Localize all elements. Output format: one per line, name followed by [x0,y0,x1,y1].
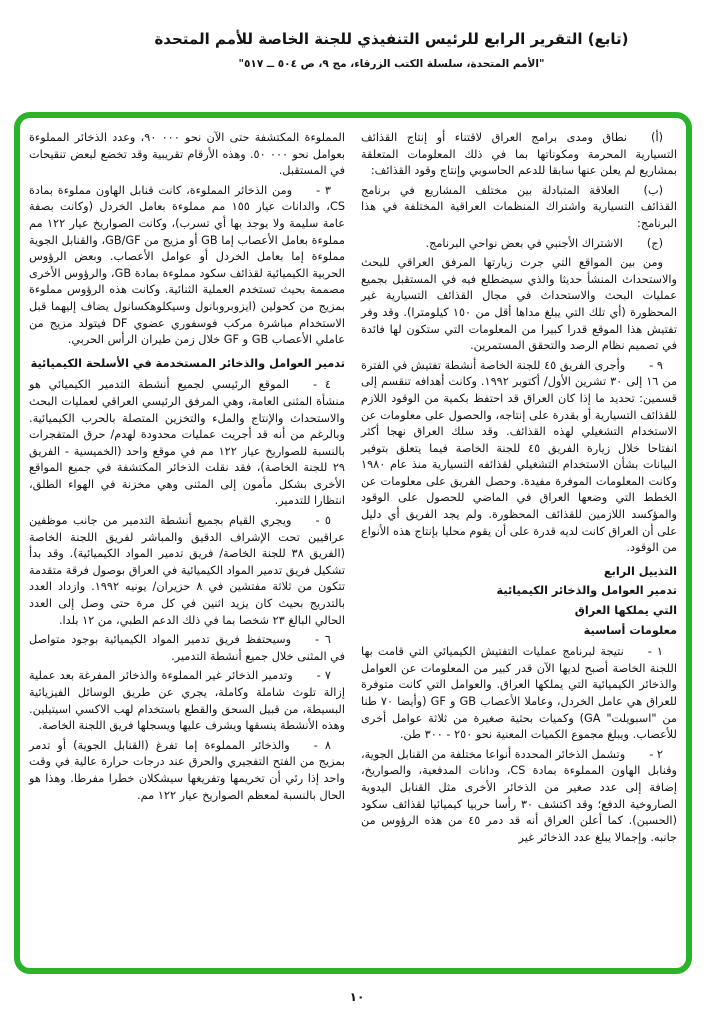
page-subtitle: "الأمم المتحدة، سلسلة الكتب الزرقاء، مج ٩، ص ٥٠٤ ــ ٥١٧" [238,58,545,70]
list-item-a-marker: (أ) [651,131,663,144]
para-7-text: وتدمير الذخائر غير المملوءة والذخائر المفرغة بعد عملية إزالة تلوث شاملة وكاملة، يجري عن طريق الوسائل الفيزيائية البسيطة، من قبيل السحق والقطع باستخدام لهب الاكسي اسيتيلين. وهذه الأنشطة ينسقها ويشرف عليها ويسجلها فريق اللجنة الخاصة. [29,669,345,733]
para-4-marker: ٤ - [313,378,331,392]
column-right [361,130,677,960]
list-item-c-marker: (ج) [646,236,663,250]
para-8 [29,738,345,804]
para-3-marker: ٣ - [316,183,331,197]
para-8-text: والذخائر المملوءة إما تفرغ (القنابل الجوية) أو تدمر بمزيج من الفتح التفجيري والحرق عند درجات حرارة عالية في وقت واحد إذا رئي أن تخريمها وتفريغها سيشكلان خطرا مفرطا. وهذا هو الحال بالنسبة لمعظم الصواريخ عيار ١٢٢ مم. [29,738,345,802]
para-7-marker: ٧ - [316,669,331,683]
para-6-text: وسيحتفظ فريق تدمير المواد الكيميائية بوجود متواصل في المثنى خلال جميع أنشطة التدمير. [29,633,345,663]
appendix-4-heading [361,564,677,639]
para-1 [361,644,677,744]
appendix-heading-line-3: التي يملكها العراق [574,604,677,618]
column-left [29,130,345,960]
para-3-text: ومن الذخائر المملوءة، كانت قنابل الهاون مملوءة بمادة CS، والدانات عيار ١٥٥ مم مملوءة بعامل الخردل (وكانت بصفة عامة سليمة ولا يوجد بها أي تسرب)، وكانت الصواريخ عيار ١٢٢ مم مملوءة بعامل الأعصاب إما GB أو مزيج من GB/GF، والقنابل الجوية مملوءة إما بعامل الخردل أو عوامل الأعصاب. وبعض الرؤوس الحربية الكيميائية لقذائف سكود مملوءة بمادة GB، والرؤوس الأخرى مصممة بحيث تستخدم العملية الثنائية. وكانت هذه الرؤوس مملوءة بمزيج من كحولين (ايزوبروبانول وسيكلوهكسانول يضاف إليهما قبل الاستخدام مباشرة مركب فوسفوري عضوي DF فيتولد مزيج من عاملي الأعصاب GB و GF خلال زمن طيران الرأس الحربي. [29,183,345,347]
para-5-marker: ٥ - [315,514,331,528]
para-2 [361,747,677,847]
green-border-content-box [14,112,692,974]
list-item-a-text: نطاق ومدى برامج العراق لاقتناء أو إنتاج القذائف التسيارية المحرمة ومكوناتها بما في ذلك المعلومات المتعلقة بمشاريع لم يعلن عنها سابقا للدعم الحاسوبي وإنتاج وقود القذائف: [361,131,677,178]
para-2-marker: ٢ - [649,747,663,761]
list-item-a [361,130,677,180]
para-7 [29,668,345,734]
para-2-continuation: المملوءة المكتشفة حتى الآن نحو ٩٠ ٠٠٠، وعدد الذخائر المملوءة بعوامل نحو ٥٠ ٠٠٠. وهذه الأرقام تقريبية وقد تخضع لبعض تنقيحات في المستقبل. [29,131,345,178]
para-sites-visited: ومن بين المواقع التي جرت زيارتها المرفق العراقي للبحث والاستحداث المنشأ حديثا والذي سيضطلع فيه في المستقبل بجميع عمليات البحث والاستحداث في مجال القذائف التسيارية غير المحظورة (أي تلك التي يبلغ مداها أقل من ١٥٠ كيلومترا). وقد وفر تفتيش هذا الموقع قدرا كبيرا من المعلومات التي ستكون لها فائدة في تصميم نظام الرصد والتحقق المستمرين. [361,256,677,353]
page-title: (تابع) التقرير الرابع للرئيس التنفيذي للجنة الخاصة للأمم المتحدة [154,30,629,48]
section-heading-destruction: تدمير العوامل والذخائر المستخدمة في الأسلحة الكيميائية [30,356,345,370]
para-9 [361,358,677,557]
para-6 [29,632,345,665]
list-item-b-marker: (ب) [643,183,663,197]
para-1-marker: ١ - [647,645,663,659]
para-2-text: وتشمل الذخائر المحددة أنواعا مختلفة من القنابل الجوية، وقنابل الهاون المملوءة بمادة CS، ودانات المدفعية، والصواريخ، إضافة إلى عدد صغير من الذخائر الأخرى مثل القنابل اليدوية الصاروخية الدفع؛ وقد اكتشف ٣٠ رأسا حربيا كيميائيا لقذائف سكود (الحسين). كما أعلن العراق أنه قد دمر ٤٥ من هذه الرؤوس من جانبه. وإجمالا يبلغ عدد الذخائر غير [360,747,677,844]
para-6-marker: ٦ - [315,633,331,647]
appendix-heading-line-4: معلومات أساسية [583,623,677,637]
appendix-heading-line-2: تدمير العوامل والذخائر الكيميائية [496,584,677,598]
para-1-text: نتيجة لبرنامج عمليات التفتيش الكيميائي التي قامت بها اللجنة الخاصة أصبح لديها الآن قدر كبير من المعلومات عن العوامل والذخائر الكيميائية التي يملكها العراق. والعوامل التي كانت متوفرة للعراق هي عامل الخردل، وعاملا الأعصاب GB و GF (وأيضا ٧٠ طنا من "اسبويلت" GA) وكميات بحثية صغيرة من ثلاثة عوامل أخرى للأعصاب. ويبلغ مجموع الكميات المعنية نحو ٢٥٠ - ٣٠٠ طن. [361,645,677,742]
para-3 [29,183,345,349]
para-8-marker: ٨ - [313,738,331,752]
list-item-b-text: العلاقة المتبادلة بين مختلف المشاريع في برنامج القذائف التسيارية واشتراك المنظمات العراقية المختلفة في هذا البرنامج: [361,183,677,230]
para-9-marker: ٩ - [649,358,663,372]
list-item-b [361,183,677,233]
appendix-heading-line-1: التذييل الرابع [603,564,677,578]
para-9-text: وأجرى الفريق ٤٥ للجنة الخاصة أنشطة تفتيش في الفترة من ١٦ إلى ٣٠ تشرين الأول/ أكتوبر ١٩٩٢. وكانت أهدافه تنقسم إلى قسمين: تحديد ما إذا كان العراق قد احتفظ بكمية من الوقود اللازم للقذائف التسيارية أو بقدرة على إنتاجه، والحصول على معلومات عن الاستخدام التشغيلي لهذه القذائف. وقد سلك العراق نهجا أكثر انفتاحا خلال زيارة الفريق ٤٥ للجنة الخاصة فيما يتعلق بتوفير البيانات بشأن الاستخدام التشغيلي لقذائفه التسيارية منذ عام ١٩٨٠ وكانت المعلومات الموفرة مفيدة. وحصل الفريق على معلومات عن الخطط التي وضعها العراق في الماضي للحصول على الوقود والمؤكسد اللازمين للقذائف المحظورة. ولم يجد الفريق أي دليل على أن العراق كانت لديه قدرة على أن يقوم محليا بإنتاج هذه الأنواع من الوقود. [361,358,677,555]
para-5 [29,513,345,629]
para-4-text: الموقع الرئيسي لجميع أنشطة التدمير الكيميائي هو منشأة المثنى العامة، وهي المرفق الرئيسي العراقي لعمليات البحث والاستحداث والإنتاج والملء والتخزين المتصلة بالحرب الكيميائية. وبالرغم من أنه قد أجريت عمليات محدودة لهدم/ حرق المتفجرات بالنسبة للصواريخ عيار ١٢٢ مم في موقع واحد (الخميسية - الفريق ٢٩ للجنة الخاصة)، فقد نقلت الذخائر المكتشفة في جميع المواقع الأخرى بشكل مأمون إلى المثنى وهي مخزنة في الهواء الطلق، انتظارا للتدمير. [29,378,345,508]
document-header [78,30,705,70]
para-5-text: ويجري القيام بجميع أنشطة التدمير من جانب موظفين عراقيين تحت الإشراف الدقيق والمباشر لفريق اللجنة الخاصة (الفريق ٣٨ للجنة الخاصة/ فريق تدمير المواد الكيميائية). وقد بدأ تشكيل فريق تدمير المواد الكيميائية في العراق بوصول فرقة متقدمة تتكون من ثلاثة مفتشين في ٨ حزيران/ يونيه ١٩٩٢. وازداد العدد بالتدريج بحيث كان يزيد اثنين في كل مرة حتى وصل إلى العدد الحالي البالغ ٢٣ شخصا بما في ذلك الدعم الطبي، من ١٢ بلدا. [29,514,346,627]
list-item-c [361,236,677,253]
page-number: ١٠ [349,990,365,1004]
para-4 [29,377,345,510]
list-item-c-text: الاشتراك الأجنبي في بعض نواحي البرنامج. [425,236,623,250]
